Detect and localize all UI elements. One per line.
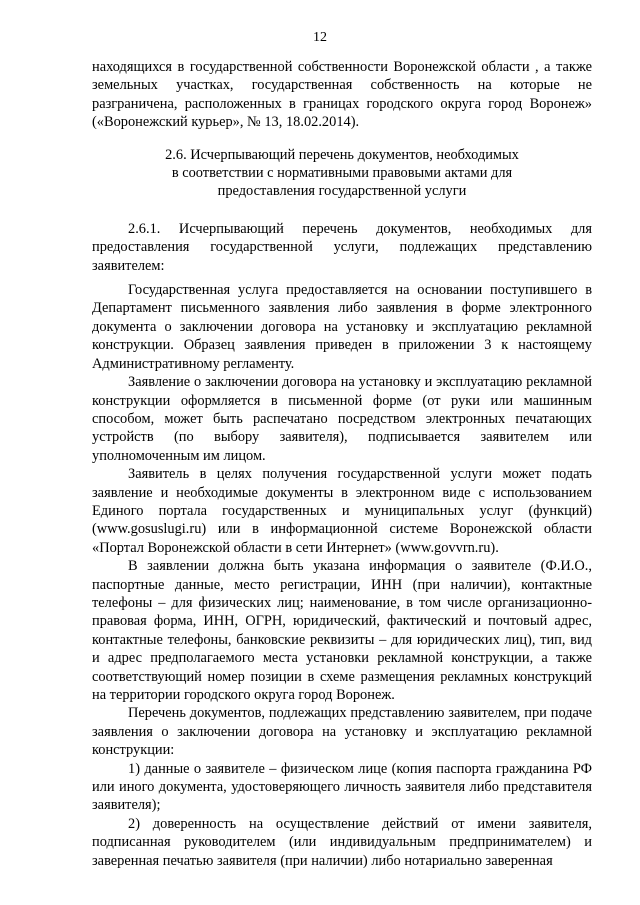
page-number: 12 [313, 30, 327, 45]
section-title-line-2: в соответствии с нормативными правовыми актами для [171, 165, 513, 182]
list-item-1: 1) данные о заявителе – физическом лице (копия паспорта гражданина РФ или иного документа, удостоверяющего личность заявителя либо представителя заявителя); [92, 760, 592, 814]
paragraph-applicant-info: В заявлении должна быть указана информация о заявителе (Ф.И.О., паспортные данные, место регистрации, ИНН (при наличии), контактные телефоны – для физических лиц; наименование, в том числе организационно-правовая форма, ИНН, ОГРН, юридический, фактический и почтовый адрес, контактные телефоны, банковские реквизиты – для юридических лиц), тип, вид и адрес предполагаемого места установки рекламной конструкции, а также соответствующий номер позиции в схеме размещения рекламных конструкций на территории городского округа город Воронеж. [92, 558, 592, 703]
paragraph-document-list-intro: Перечень документов, подлежащих представлению заявителем, при подаче заявления о заключении договора на установку и эксплуатацию рекламной конструкции: [92, 705, 592, 759]
paragraph-2-6-1: 2.6.1. Исчерпывающий перечень документов, необходимых для предоставления государственной услуги, подлежащих представлению заявителем: [92, 220, 592, 274]
paragraph-service-basis: Государственная услуга предоставляется на основании поступившего в Департамент письменного заявления либо заявления в форме электронного документа о заключении договора на установку и эксплуатацию рекламной конструкции. Образец заявления приведен в приложении 3 к настоящему Административному регламенту. [92, 282, 592, 372]
paragraph-electronic-submission: Заявитель в целях получения государственной услуги может подать заявление и необходимые документы в электронном виде с использованием Единого портала государственных и муниципальных услуг (функций) (www.gosuslugi.ru) или в информационной системе Воронежской области «Портал Воронежской области в сети Интернет» (www.govvrn.ru). [92, 466, 592, 556]
section-title-line-3: предоставления государственной услуги [217, 183, 467, 200]
section-title [92, 146, 592, 201]
document-body [92, 58, 592, 870]
list-item-2: 2) доверенность на осуществление действий от имени заявителя, подписанная руководителем (или индивидуальным предпринимателем) и заверенная печатью заявителя (при наличии) либо нотариально заверенная [92, 815, 592, 869]
paragraph-application-form: Заявление о заключении договора на установку и эксплуатацию рекламной конструкции оформляется в письменной форме (от руки или машинным способом, может быть распечатано посредством электронных печатающих устройств (по выбору заявителя), подписывается заявителем или уполномоченным им лицом. [92, 374, 592, 464]
intro-paragraph: находящихся в государственной собственности Воронежской области , а также земельных участках, государственная собственность на которые не разграничена, расположенных в границах городского округа город Воронеж» («Воронежский курьер», № 13, 18.02.2014). [92, 59, 592, 131]
section-title-line-1: 2.6. Исчерпывающий перечень документов, необходимых [165, 146, 519, 163]
